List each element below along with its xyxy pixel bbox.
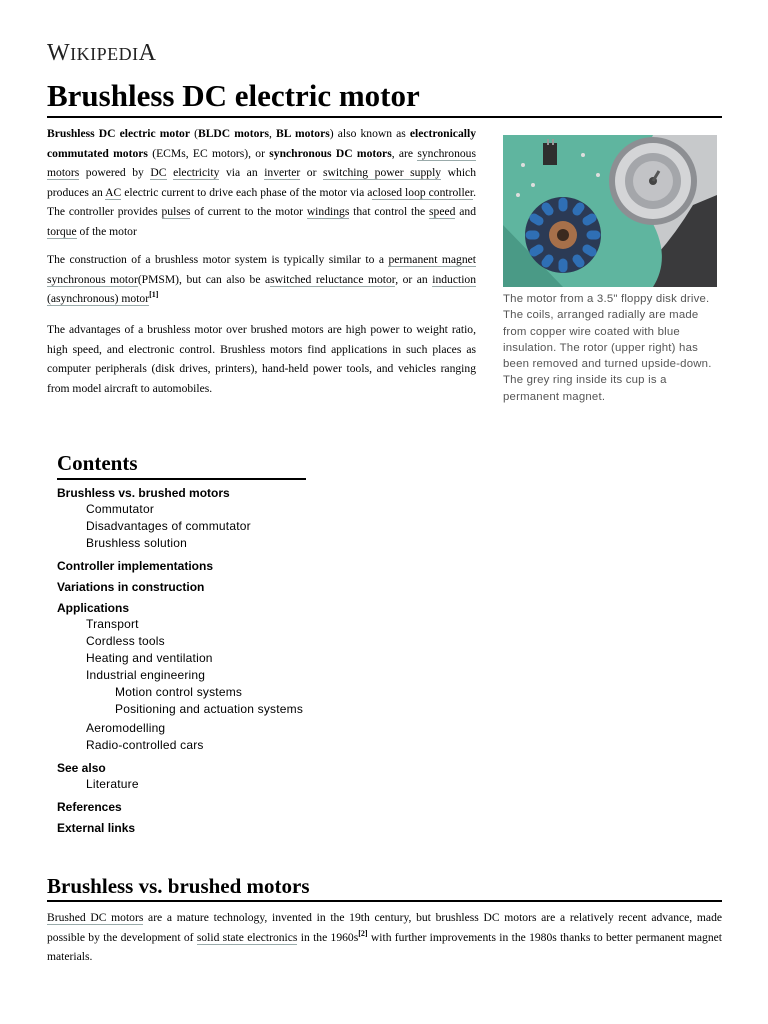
toc-item-cordless-tools[interactable]: Cordless tools	[86, 634, 165, 648]
intro-paragraph-1	[47, 124, 476, 241]
text: that control the	[349, 205, 430, 218]
text: powered by	[79, 166, 151, 179]
toc-item-aeromodelling[interactable]: Aeromodelling	[86, 721, 166, 735]
text: , or an	[395, 272, 433, 286]
bold-term: synchronous DC motors	[269, 146, 392, 160]
figure-caption: The motor from a 3.5" floppy disk drive. The coils, arranged radially are made from copper wire coated with blue insulation. The rotor (upper right) has been removed and turned upside-down. The grey ring inside its cup is a permanent magnet.	[503, 293, 712, 403]
toc-item-radio-controlled-cars[interactable]: Radio-controlled cars	[86, 738, 204, 752]
page-title: Brushless DC electric motor	[47, 76, 722, 118]
toc-item-see-also[interactable]: See also	[57, 761, 106, 775]
link-windings[interactable]: windings	[306, 205, 350, 218]
bold-term: BLDC motors	[197, 127, 270, 140]
toc-item-transport[interactable]: Transport	[86, 617, 139, 631]
reference-2[interactable]: [2]	[358, 928, 368, 938]
section-heading-brushless-vs-brushed: Brushless vs. brushed motors	[47, 872, 722, 902]
link-switched-reluctance-motor[interactable]: switched reluctance motor	[270, 272, 396, 286]
link-closed-loop-controller[interactable]: closed loop controller	[372, 185, 474, 199]
toc-item-disadvantages-of-commutator[interactable]: Disadvantages of commutator	[86, 519, 251, 533]
toc-item-industrial-engineering[interactable]: Industrial engineering	[86, 668, 206, 682]
link-speed[interactable]: speed	[429, 205, 456, 218]
toc-item-heating-and-ventilation[interactable]: Heating and ventilation	[86, 651, 213, 665]
text: ) also known as	[329, 127, 410, 140]
text: . The controller provides	[47, 185, 476, 218]
text: of the motor	[76, 224, 137, 238]
bold-term: BL motors	[276, 127, 330, 140]
intro-paragraph-3: The advantages of a brushless motor over brushed motors are high power to weight ratio, high speed, and electronic control. Brushless motors find applications in such places as computer peripherals (disk drives, printers), hand-held power tools, and vehicles ranging from model aircraft to automobiles.	[47, 323, 476, 395]
link-electricity[interactable]: electricity	[173, 166, 220, 179]
wordmark-w: W	[47, 40, 71, 66]
toc-item-positioning-and-actuation-systems[interactable]: Positioning and actuation systems	[115, 702, 304, 716]
wordmark-middle: IKIPEDI	[70, 44, 139, 64]
link-ac[interactable]: AC	[105, 185, 122, 199]
toc-item-brushless-vs-brushed-motors[interactable]: Brushless vs. brushed motors	[57, 486, 230, 500]
link-synchronous-motors[interactable]: synchronous motors	[47, 146, 476, 179]
toc-item-references[interactable]: References	[57, 800, 122, 814]
reference-1[interactable]: [1]	[149, 290, 159, 300]
text: are a mature technology, invented in the 19th century, but brushless DC motors are a relatively recent advance, made possible by the development of	[47, 911, 723, 944]
table-of-contents	[57, 450, 457, 835]
toc-item-variations-in-construction[interactable]: Variations in construction	[57, 580, 205, 594]
toc-item-controller-implementations[interactable]: Controller implementations	[57, 559, 214, 573]
toc-item-motion-control-systems[interactable]: Motion control systems	[115, 685, 243, 699]
text: which produces an	[47, 166, 476, 199]
toc-item-commutator[interactable]: Commutator	[86, 502, 155, 516]
text: ,	[269, 127, 277, 140]
link-solid-state-electronics[interactable]: solid state electronics	[196, 930, 298, 944]
section-paragraph-1	[47, 908, 722, 967]
link-induction-motor[interactable]: induction (asynchronous) motor	[47, 272, 477, 305]
text: and	[455, 205, 477, 218]
link-pulses[interactable]: pulses	[161, 205, 191, 218]
text: (PMSM), but can also be a	[137, 272, 271, 286]
link-brushed-dc-motors[interactable]: Brushed DC motors	[47, 911, 144, 924]
text: with further improvements in the 1980s thanks to better permanent magnet materials.	[47, 930, 723, 963]
text: electric current to drive each phase of the motor via a	[121, 185, 373, 199]
toc-item-literature[interactable]: Literature	[86, 777, 139, 791]
toc-title: Contents	[57, 450, 306, 480]
text: via an	[219, 166, 265, 179]
toc-item-external-links[interactable]: External links	[57, 821, 136, 835]
text: (ECMs, EC motors), or	[147, 146, 270, 160]
link-switching-power-supply[interactable]: switching power supply	[323, 166, 442, 179]
link-inverter[interactable]: inverter	[264, 166, 301, 179]
motor-photo[interactable]	[503, 135, 717, 287]
text: of current to the motor	[190, 205, 307, 218]
intro-paragraph-2	[47, 250, 476, 309]
text: (	[190, 127, 198, 140]
bold-term: electronically commutated motors	[47, 127, 476, 160]
wikipedia-wordmark[interactable]	[47, 40, 157, 67]
infobox-figure	[503, 135, 717, 405]
toc-item-applications[interactable]: Applications	[57, 601, 130, 615]
text: The construction of a brushless motor system is typically similar to a	[47, 253, 389, 266]
wordmark-a: A	[138, 40, 157, 66]
text: or	[300, 166, 324, 179]
link-dc[interactable]: DC	[150, 166, 167, 179]
text: , are	[391, 146, 418, 160]
text: in the 1960s	[297, 930, 359, 944]
bold-term: Brushless DC electric motor	[47, 127, 190, 140]
toc-item-brushless-solution[interactable]: Brushless solution	[86, 536, 187, 550]
link-pmsm[interactable]: permanent magnet synchronous motor	[47, 253, 477, 286]
link-torque[interactable]: torque	[47, 224, 77, 238]
